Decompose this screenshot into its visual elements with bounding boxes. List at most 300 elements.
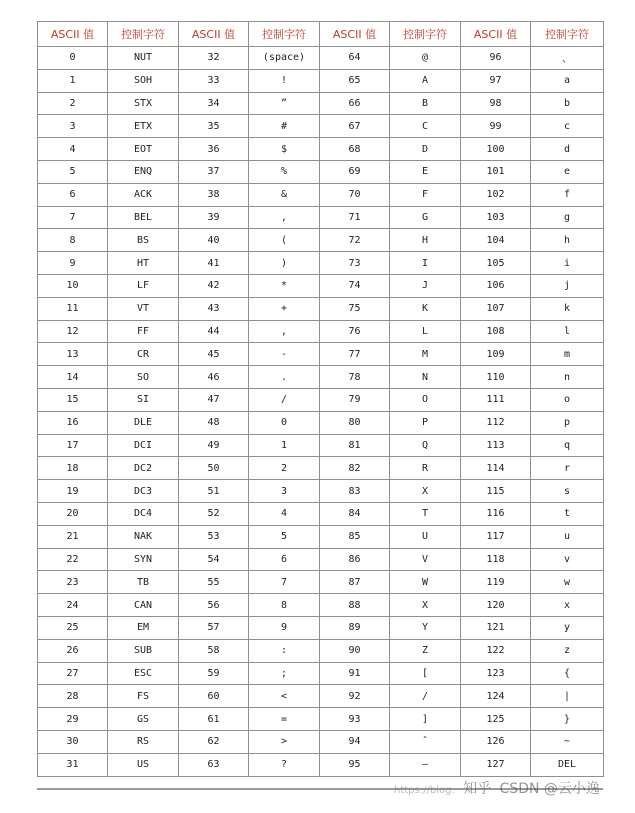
control-char-cell: & (249, 183, 320, 206)
control-char-cell: p (531, 411, 604, 434)
control-char-cell: | (531, 685, 604, 708)
control-char-cell: f (531, 183, 604, 206)
control-char-cell: DEL (531, 753, 604, 776)
ascii-value-cell: 48 (179, 411, 249, 434)
control-char-cell: 2 (249, 457, 320, 480)
ascii-value-cell: 83 (320, 480, 390, 503)
ascii-value-cell: 33 (179, 69, 249, 92)
control-char-cell: ENQ (108, 160, 179, 183)
table-row (38, 320, 604, 343)
table-row (38, 639, 604, 662)
control-char-cell: SO (108, 366, 179, 389)
control-char-cell: EM (108, 616, 179, 639)
ascii-value-cell: 122 (461, 639, 531, 662)
ascii-value-cell: 88 (320, 594, 390, 617)
ascii-value-cell: 10 (38, 274, 108, 297)
control-char-cell: y (531, 616, 604, 639)
ascii-value-cell: 30 (38, 730, 108, 753)
control-char-cell: VT (108, 297, 179, 320)
ascii-value-cell: 113 (461, 434, 531, 457)
control-char-cell: RS (108, 730, 179, 753)
control-char-cell: v (531, 548, 604, 571)
control-char-cell: w (531, 571, 604, 594)
ascii-value-cell: 99 (461, 115, 531, 138)
control-char-cell: > (249, 730, 320, 753)
control-char-cell: CAN (108, 594, 179, 617)
ascii-value-cell: 40 (179, 229, 249, 252)
table-row (38, 457, 604, 480)
control-char-cell: c (531, 115, 604, 138)
ascii-value-cell: 57 (179, 616, 249, 639)
ascii-value-cell: 78 (320, 366, 390, 389)
control-char-cell: d (531, 138, 604, 161)
ascii-value-cell: 70 (320, 183, 390, 206)
ascii-value-cell: 61 (179, 708, 249, 731)
control-char-cell: DLE (108, 411, 179, 434)
ascii-value-cell: 26 (38, 639, 108, 662)
control-char-cell: LF (108, 274, 179, 297)
ascii-value-cell: 85 (320, 525, 390, 548)
ascii-value-cell: 90 (320, 639, 390, 662)
header-control-char: 控制字符 (249, 22, 320, 47)
header-control-char: 控制字符 (390, 22, 461, 47)
header-control-char: 控制字符 (531, 22, 604, 47)
ascii-value-cell: 89 (320, 616, 390, 639)
control-char-cell: EOT (108, 138, 179, 161)
ascii-value-cell: 108 (461, 320, 531, 343)
control-char-cell: G (390, 206, 461, 229)
control-char-cell: + (249, 297, 320, 320)
control-char-cell: z (531, 639, 604, 662)
control-char-cell: $ (249, 138, 320, 161)
table-row (38, 206, 604, 229)
table-row (38, 502, 604, 525)
control-char-cell: } (531, 708, 604, 731)
table-row (38, 730, 604, 753)
control-char-cell: STX (108, 92, 179, 115)
ascii-value-cell: 59 (179, 662, 249, 685)
ascii-value-cell: 80 (320, 411, 390, 434)
control-char-cell: ETX (108, 115, 179, 138)
ascii-value-cell: 47 (179, 388, 249, 411)
ascii-value-cell: 103 (461, 206, 531, 229)
control-char-cell: ( (249, 229, 320, 252)
watermark-csdn: CSDN @云小逸 (499, 781, 600, 797)
ascii-value-cell: 104 (461, 229, 531, 252)
ascii-value-cell: 5 (38, 160, 108, 183)
ascii-value-cell: 60 (179, 685, 249, 708)
control-char-cell: ESC (108, 662, 179, 685)
control-char-cell: R (390, 457, 461, 480)
table-row (38, 571, 604, 594)
ascii-value-cell: 45 (179, 343, 249, 366)
header-control-char: 控制字符 (108, 22, 179, 47)
table-row (38, 753, 604, 776)
ascii-value-cell: 56 (179, 594, 249, 617)
ascii-value-cell: 44 (179, 320, 249, 343)
control-char-cell: SYN (108, 548, 179, 571)
control-char-cell: x (531, 594, 604, 617)
ascii-value-cell: 55 (179, 571, 249, 594)
table-row (38, 297, 604, 320)
control-char-cell: 4 (249, 502, 320, 525)
control-char-cell: W (390, 571, 461, 594)
control-char-cell: . (249, 366, 320, 389)
ascii-value-cell: 125 (461, 708, 531, 731)
control-char-cell: A (390, 69, 461, 92)
control-char-cell: * (249, 274, 320, 297)
control-char-cell: P (390, 411, 461, 434)
control-char-cell: F (390, 183, 461, 206)
control-char-cell: CR (108, 343, 179, 366)
control-char-cell: r (531, 457, 604, 480)
control-char-cell: T (390, 502, 461, 525)
ascii-value-cell: 74 (320, 274, 390, 297)
control-char-cell: DC4 (108, 502, 179, 525)
ascii-value-cell: 69 (320, 160, 390, 183)
ascii-value-cell: 84 (320, 502, 390, 525)
ascii-value-cell: 120 (461, 594, 531, 617)
control-char-cell: D (390, 138, 461, 161)
watermark-zhihu: 知乎 (463, 781, 492, 797)
ascii-value-cell: 91 (320, 662, 390, 685)
ascii-value-cell: 93 (320, 708, 390, 731)
control-char-cell: , (249, 320, 320, 343)
ascii-value-cell: 116 (461, 502, 531, 525)
control-char-cell: : (249, 639, 320, 662)
control-char-cell: DC2 (108, 457, 179, 480)
ascii-value-cell: 58 (179, 639, 249, 662)
ascii-value-cell: 118 (461, 548, 531, 571)
table-row (38, 411, 604, 434)
control-char-cell: b (531, 92, 604, 115)
ascii-value-cell: 11 (38, 297, 108, 320)
ascii-value-cell: 12 (38, 320, 108, 343)
control-char-cell: N (390, 366, 461, 389)
ascii-table-container (37, 21, 603, 777)
ascii-value-cell: 31 (38, 753, 108, 776)
ascii-value-cell: 124 (461, 685, 531, 708)
ascii-value-cell: 117 (461, 525, 531, 548)
ascii-value-cell: 28 (38, 685, 108, 708)
control-char-cell: , (249, 206, 320, 229)
ascii-value-cell: 73 (320, 252, 390, 275)
control-char-cell: V (390, 548, 461, 571)
ascii-value-cell: 46 (179, 366, 249, 389)
ascii-value-cell: 110 (461, 366, 531, 389)
control-char-cell: ! (249, 69, 320, 92)
ascii-value-cell: 64 (320, 47, 390, 70)
ascii-value-cell: 127 (461, 753, 531, 776)
ascii-value-cell: 4 (38, 138, 108, 161)
control-char-cell: US (108, 753, 179, 776)
ascii-value-cell: 79 (320, 388, 390, 411)
control-char-cell: t (531, 502, 604, 525)
control-char-cell: u (531, 525, 604, 548)
control-char-cell: 、 (531, 47, 604, 70)
ascii-value-cell: 42 (179, 274, 249, 297)
ascii-value-cell: 8 (38, 229, 108, 252)
table-row (38, 229, 604, 252)
ascii-value-cell: 43 (179, 297, 249, 320)
ascii-value-cell: 126 (461, 730, 531, 753)
ascii-value-cell: 67 (320, 115, 390, 138)
ascii-table (37, 21, 604, 777)
ascii-value-cell: 35 (179, 115, 249, 138)
control-char-cell: GS (108, 708, 179, 731)
ascii-value-cell: 9 (38, 252, 108, 275)
control-char-cell: — (390, 753, 461, 776)
control-char-cell: ˆ (390, 730, 461, 753)
table-row (38, 388, 604, 411)
ascii-value-cell: 114 (461, 457, 531, 480)
ascii-value-cell: 25 (38, 616, 108, 639)
table-row (38, 480, 604, 503)
control-char-cell: SI (108, 388, 179, 411)
control-char-cell: / (390, 685, 461, 708)
control-char-cell: 6 (249, 548, 320, 571)
header-ascii-value: ASCII 值 (461, 22, 531, 47)
control-char-cell: ” (249, 92, 320, 115)
ascii-value-cell: 38 (179, 183, 249, 206)
control-char-cell: (space) (249, 47, 320, 70)
control-char-cell: L (390, 320, 461, 343)
control-char-cell: C (390, 115, 461, 138)
header-ascii-value: ASCII 值 (38, 22, 108, 47)
control-char-cell: NAK (108, 525, 179, 548)
control-char-cell: SOH (108, 69, 179, 92)
ascii-value-cell: 6 (38, 183, 108, 206)
ascii-value-cell: 123 (461, 662, 531, 685)
control-char-cell: = (249, 708, 320, 731)
table-row (38, 47, 604, 70)
ascii-value-cell: 71 (320, 206, 390, 229)
control-char-cell: 1 (249, 434, 320, 457)
ascii-value-cell: 52 (179, 502, 249, 525)
ascii-value-cell: 29 (38, 708, 108, 731)
ascii-value-cell: 112 (461, 411, 531, 434)
ascii-value-cell: 82 (320, 457, 390, 480)
header-ascii-value: ASCII 值 (179, 22, 249, 47)
control-char-cell: DCI (108, 434, 179, 457)
table-row (38, 343, 604, 366)
ascii-value-cell: 18 (38, 457, 108, 480)
control-char-cell: @ (390, 47, 461, 70)
ascii-value-cell: 111 (461, 388, 531, 411)
control-char-cell: e (531, 160, 604, 183)
ascii-value-cell: 19 (38, 480, 108, 503)
ascii-value-cell: 36 (179, 138, 249, 161)
ascii-value-cell: 105 (461, 252, 531, 275)
ascii-value-cell: 94 (320, 730, 390, 753)
control-char-cell: H (390, 229, 461, 252)
control-char-cell: m (531, 343, 604, 366)
ascii-value-cell: 0 (38, 47, 108, 70)
ascii-value-cell: 107 (461, 297, 531, 320)
control-char-cell: Q (390, 434, 461, 457)
table-row (38, 525, 604, 548)
control-char-cell: BEL (108, 206, 179, 229)
control-char-cell: NUT (108, 47, 179, 70)
control-char-cell: I (390, 252, 461, 275)
table-body (38, 47, 604, 777)
control-char-cell: DC3 (108, 480, 179, 503)
ascii-value-cell: 63 (179, 753, 249, 776)
control-char-cell: SUB (108, 639, 179, 662)
ascii-value-cell: 50 (179, 457, 249, 480)
table-row (38, 252, 604, 275)
ascii-value-cell: 2 (38, 92, 108, 115)
control-char-cell: [ (390, 662, 461, 685)
control-char-cell: 3 (249, 480, 320, 503)
ascii-value-cell: 23 (38, 571, 108, 594)
table-row (38, 685, 604, 708)
ascii-value-cell: 14 (38, 366, 108, 389)
control-char-cell: X (390, 480, 461, 503)
control-char-cell: ) (249, 252, 320, 275)
ascii-value-cell: 32 (179, 47, 249, 70)
control-char-cell: HT (108, 252, 179, 275)
ascii-value-cell: 17 (38, 434, 108, 457)
table-row (38, 366, 604, 389)
ascii-value-cell: 1 (38, 69, 108, 92)
control-char-cell: l (531, 320, 604, 343)
control-char-cell: E (390, 160, 461, 183)
control-char-cell: g (531, 206, 604, 229)
ascii-value-cell: 101 (461, 160, 531, 183)
table-header-row (38, 22, 604, 47)
table-row (38, 548, 604, 571)
ascii-value-cell: 51 (179, 480, 249, 503)
table-row (38, 160, 604, 183)
control-char-cell: ] (390, 708, 461, 731)
ascii-value-cell: 115 (461, 480, 531, 503)
control-char-cell: j (531, 274, 604, 297)
control-char-cell: s (531, 480, 604, 503)
ascii-value-cell: 66 (320, 92, 390, 115)
table-row (38, 69, 604, 92)
ascii-value-cell: 39 (179, 206, 249, 229)
control-char-cell: BS (108, 229, 179, 252)
ascii-value-cell: 75 (320, 297, 390, 320)
ascii-value-cell: 87 (320, 571, 390, 594)
control-char-cell: ? (249, 753, 320, 776)
ascii-value-cell: 81 (320, 434, 390, 457)
control-char-cell: M (390, 343, 461, 366)
ascii-value-cell: 27 (38, 662, 108, 685)
ascii-value-cell: 72 (320, 229, 390, 252)
ascii-value-cell: 41 (179, 252, 249, 275)
ascii-value-cell: 100 (461, 138, 531, 161)
ascii-value-cell: 16 (38, 411, 108, 434)
ascii-value-cell: 34 (179, 92, 249, 115)
ascii-value-cell: 24 (38, 594, 108, 617)
control-char-cell: ; (249, 662, 320, 685)
control-char-cell: Y (390, 616, 461, 639)
header-ascii-value: ASCII 值 (320, 22, 390, 47)
ascii-value-cell: 3 (38, 115, 108, 138)
control-char-cell: a (531, 69, 604, 92)
ascii-value-cell: 86 (320, 548, 390, 571)
control-char-cell: K (390, 297, 461, 320)
table-row (38, 662, 604, 685)
control-char-cell: { (531, 662, 604, 685)
ascii-value-cell: 98 (461, 92, 531, 115)
ascii-value-cell: 109 (461, 343, 531, 366)
ascii-value-cell: 68 (320, 138, 390, 161)
control-char-cell: q (531, 434, 604, 457)
control-char-cell: % (249, 160, 320, 183)
table-row (38, 183, 604, 206)
control-char-cell: < (249, 685, 320, 708)
ascii-value-cell: 92 (320, 685, 390, 708)
control-char-cell: 8 (249, 594, 320, 617)
ascii-value-cell: 21 (38, 525, 108, 548)
table-row (38, 616, 604, 639)
control-char-cell: TB (108, 571, 179, 594)
control-char-cell: B (390, 92, 461, 115)
ascii-value-cell: 119 (461, 571, 531, 594)
control-char-cell: Z (390, 639, 461, 662)
ascii-value-cell: 53 (179, 525, 249, 548)
control-char-cell: # (249, 115, 320, 138)
control-char-cell: o (531, 388, 604, 411)
control-char-cell: h (531, 229, 604, 252)
ascii-value-cell: 95 (320, 753, 390, 776)
ascii-value-cell: 121 (461, 616, 531, 639)
control-char-cell: 7 (249, 571, 320, 594)
table-row (38, 115, 604, 138)
ascii-value-cell: 77 (320, 343, 390, 366)
table-row (38, 708, 604, 731)
control-char-cell: - (249, 343, 320, 366)
control-char-cell: FS (108, 685, 179, 708)
ascii-value-cell: 15 (38, 388, 108, 411)
ascii-value-cell: 20 (38, 502, 108, 525)
control-char-cell: / (249, 388, 320, 411)
control-char-cell: FF (108, 320, 179, 343)
control-char-cell: O (390, 388, 461, 411)
watermark (390, 778, 600, 798)
ascii-value-cell: 62 (179, 730, 249, 753)
ascii-value-cell: 22 (38, 548, 108, 571)
ascii-value-cell: 37 (179, 160, 249, 183)
control-char-cell: k (531, 297, 604, 320)
ascii-value-cell: 54 (179, 548, 249, 571)
ascii-value-cell: 106 (461, 274, 531, 297)
table-row (38, 594, 604, 617)
control-char-cell: ~ (531, 730, 604, 753)
control-char-cell: X (390, 594, 461, 617)
ascii-value-cell: 65 (320, 69, 390, 92)
control-char-cell: J (390, 274, 461, 297)
ascii-value-cell: 13 (38, 343, 108, 366)
control-char-cell: 0 (249, 411, 320, 434)
table-row (38, 274, 604, 297)
control-char-cell: 9 (249, 616, 320, 639)
table-row (38, 92, 604, 115)
table-row (38, 434, 604, 457)
control-char-cell: i (531, 252, 604, 275)
ascii-value-cell: 97 (461, 69, 531, 92)
control-char-cell: U (390, 525, 461, 548)
control-char-cell: n (531, 366, 604, 389)
control-char-cell: 5 (249, 525, 320, 548)
ascii-value-cell: 102 (461, 183, 531, 206)
control-char-cell: ACK (108, 183, 179, 206)
ascii-value-cell: 96 (461, 47, 531, 70)
watermark-url: https://blog. (394, 785, 455, 796)
